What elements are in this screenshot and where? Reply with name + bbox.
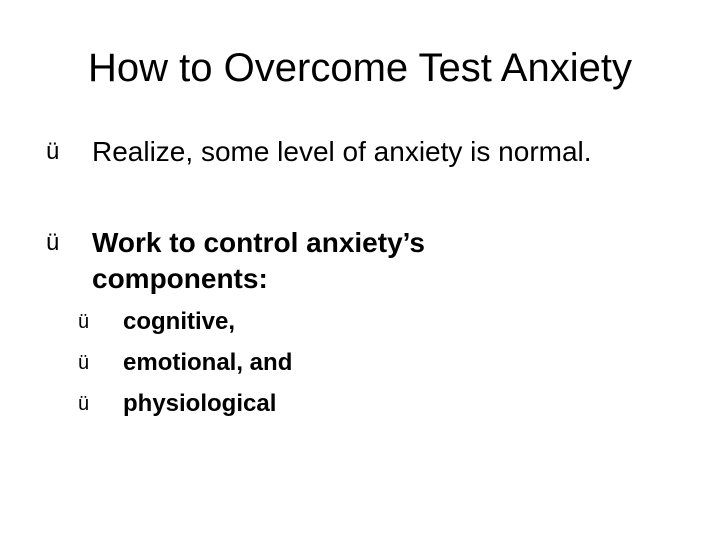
sub-bullet-text: emotional, and <box>123 349 293 376</box>
checkmark-icon: ü <box>78 393 90 415</box>
checkmark-icon: ü <box>78 311 90 333</box>
sub-bullet-text: cognitive, <box>123 308 236 335</box>
checkmark-icon: ü <box>46 229 60 256</box>
sub-bullet-text: physiological <box>123 390 277 417</box>
bullet-text-line-1: Work to control anxiety’s <box>92 227 425 258</box>
bullet-text: Realize, some level of anxiety is normal. <box>92 136 592 167</box>
checkmark-icon: ü <box>78 352 90 374</box>
slide-title: How to Overcome Test Anxiety <box>88 46 632 90</box>
checkmark-icon: ü <box>46 138 60 165</box>
bullet-text-line-2: components: <box>92 263 268 294</box>
